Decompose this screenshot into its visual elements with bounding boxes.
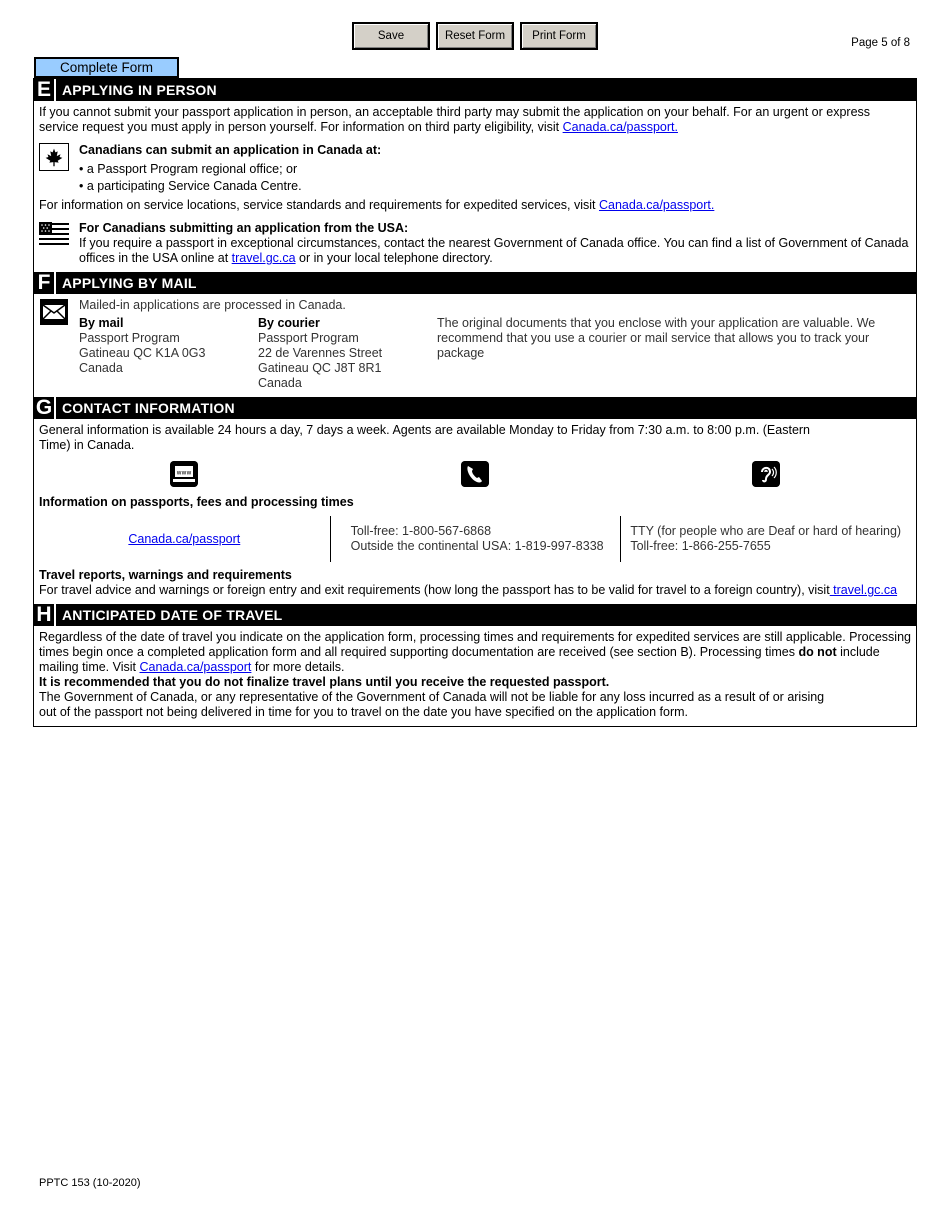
liability-line: out of the passport not being delivered in time for you to travel on the date you have specified on the application form. xyxy=(39,705,689,719)
usa-paragraph xyxy=(79,236,911,266)
travel-gc-link[interactable]: travel.gc.ca xyxy=(231,251,296,265)
canada-passport-link[interactable]: Canada.ca/passport. xyxy=(562,120,678,134)
canada-passport-link[interactable]: Canada.ca/passport. xyxy=(598,198,715,212)
travel-heading: Travel reports, warnings and requirements xyxy=(39,568,292,582)
section-letter: F xyxy=(34,272,56,294)
svg-text:www: www xyxy=(176,469,192,477)
travel-paragraph xyxy=(39,583,911,598)
canada-row xyxy=(39,143,911,194)
hearing-ear-icon xyxy=(752,461,780,487)
section-e-body xyxy=(34,101,916,272)
save-button[interactable]: Save xyxy=(352,22,430,50)
section-letter: G xyxy=(34,397,56,419)
processed-text: Mailed-in applications are processed in Canada. xyxy=(79,298,346,312)
tty-line: Toll-free: 1-866-255-7655 xyxy=(630,539,771,553)
address-line: Canada xyxy=(79,361,123,375)
address-line: Gatineau QC K1A 0G3 xyxy=(79,346,206,360)
maple-leaf-icon xyxy=(39,143,69,171)
tty-cell xyxy=(620,516,911,562)
page-number: Page 5 of 8 xyxy=(851,37,910,49)
recommendation-text: It is recommended that you do not finalize travel plans until you receive the requested passport. xyxy=(39,675,610,689)
canada-passport-link[interactable]: Canada.ca/passport xyxy=(128,531,241,546)
list-item: • a participating Service Canada Centre. xyxy=(79,179,302,193)
third-party-paragraph xyxy=(39,105,911,135)
section-title: APPLYING BY MAIL xyxy=(62,275,197,291)
paragraph-text: For travel advice and warnings or foreign entry and exit requirements (how long the passport has to be valid for travel to a foreign country), visit xyxy=(39,583,830,597)
contact-icons-row xyxy=(39,461,911,495)
section-f-header xyxy=(34,272,916,294)
phone-cell xyxy=(330,516,621,562)
reset-form-button[interactable]: Reset Form xyxy=(436,22,514,50)
valuable-documents-note: The original documents that you enclose with your application are valuable. We recommend that you use a courier or mail service that allows you to track your package xyxy=(437,316,876,360)
mail-columns xyxy=(79,316,911,391)
section-e-header xyxy=(34,79,916,101)
tty-line: TTY (for people who are Deaf or hard of hearing) xyxy=(630,524,902,538)
print-form-button[interactable]: Print Form xyxy=(520,22,598,50)
section-title: ANTICIPATED DATE OF TRAVEL xyxy=(62,607,283,623)
by-mail-heading: By mail xyxy=(79,316,124,330)
paragraph-text: or in your local telephone directory. xyxy=(295,251,493,265)
paragraph-text: If you require a passport in exceptional circumstances, contact the nearest Government of Canada office. You can find a list of Government of Canada offices in the USA online at xyxy=(79,236,909,265)
info-heading: Information on passports, fees and processing times xyxy=(39,495,354,509)
service-info-paragraph xyxy=(39,198,911,213)
paragraph-text: Regardless of the date of travel you indicate on the application form, processing times and requirements for expedited services are still applicable. Processing times begin once a completed application form and all required supporting documentation are received (see section B). Processing times xyxy=(39,630,911,659)
by-courier-block xyxy=(258,316,437,391)
section-f-body xyxy=(34,294,916,397)
phone-icon xyxy=(461,461,489,487)
paragraph-text: include mailing time. Visit xyxy=(39,645,880,674)
canada-heading: Canadians can submit an application in Canada at: xyxy=(79,143,382,157)
list-item: • a Passport Program regional office; or xyxy=(79,162,298,176)
section-g-header xyxy=(34,397,916,419)
us-flag-icon xyxy=(39,221,69,249)
computer-www-icon xyxy=(170,461,198,487)
paragraph-text: For information on service locations, service standards and requirements for expedited services, visit xyxy=(39,198,599,212)
liability-line: The Government of Canada, or any representative of the Government of Canada will not be liable for any loss incurred as a result of or arising xyxy=(39,690,825,704)
canada-passport-link[interactable]: Canada.ca/passport xyxy=(139,660,252,674)
envelope-icon xyxy=(39,298,69,326)
form-code: PPTC 153 (10-2020) xyxy=(39,1177,141,1189)
address-line: Passport Program xyxy=(79,331,180,345)
travel-gc-link[interactable]: travel.gc.ca xyxy=(829,583,898,597)
phone-line: Outside the continental USA: 1-819-997-8338 xyxy=(350,539,604,553)
section-h-header xyxy=(34,604,916,626)
section-title: APPLYING IN PERSON xyxy=(62,82,217,98)
availability-paragraph: General information is available 24 hours a day, 7 days a week. Agents are available Monday to Friday from 7:30 a.m. to 8:00 p.m. (Eastern Time) in Canada. xyxy=(39,423,811,452)
complete-form-button[interactable]: Complete Form xyxy=(34,57,179,78)
form-frame xyxy=(33,78,917,727)
paragraph-text: for more details. xyxy=(251,660,345,674)
section-letter: E xyxy=(34,79,56,101)
address-line: Canada xyxy=(258,376,302,390)
address-line: 22 de Varennes Street xyxy=(258,346,383,360)
web-cell xyxy=(39,516,330,562)
paragraph-text: If you cannot submit your passport application in person, an acceptable third party may submit the application on your behalf. For an urgent or express service request you must apply in person yourself. For information on third party eligibility, visit xyxy=(39,105,871,134)
usa-row xyxy=(39,221,911,266)
section-title: CONTACT INFORMATION xyxy=(62,400,235,416)
section-letter: H xyxy=(34,604,56,626)
emphasis-text: do not xyxy=(798,645,837,659)
address-line: Passport Program xyxy=(258,331,359,345)
by-courier-heading: By courier xyxy=(258,316,320,330)
usa-heading: For Canadians submitting an application from the USA: xyxy=(79,221,409,235)
processing-paragraph xyxy=(39,630,911,675)
section-g-body xyxy=(34,419,916,604)
phone-line: Toll-free: 1-800-567-6868 xyxy=(350,524,492,538)
by-mail-block xyxy=(79,316,258,391)
address-line: Gatineau QC J8T 8R1 xyxy=(258,361,382,375)
toolbar xyxy=(352,22,598,50)
section-h-body xyxy=(34,626,916,726)
contact-table xyxy=(39,516,911,562)
